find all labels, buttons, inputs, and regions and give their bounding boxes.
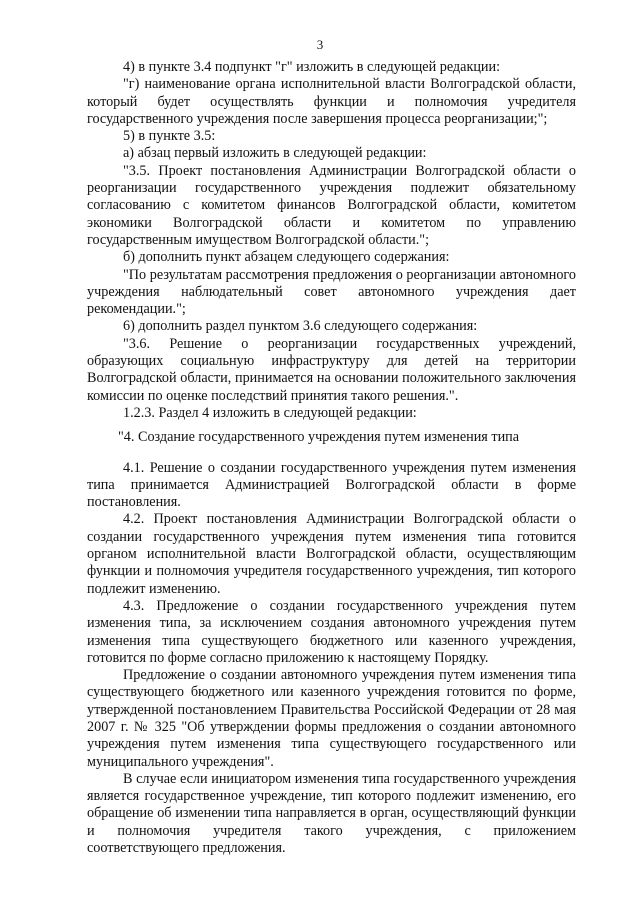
paragraph-clause-3-5: "3.5. Проект постановления Администрации Волгоградской области о реорганизации государственного учреждения подлежит обязательному согласованию с комитетом финансов Волгоградской области, комитетом экономики Волгоградской области и комитетом по управлению государственным имуществом Волгоградской области.";: [87, 162, 576, 248]
paragraph-subpoint-g: "г) наименование органа исполнительной власти Волгоградской области, который будет осуществлять функции и полномочия учредителя государственного учреждения после завершения процесса реорганизации;";: [87, 76, 576, 127]
paragraph-clause-3-6: "3.6. Решение о реорганизации государственных учреждений, образующих социальную инфраструктуру для детей на территории Волгоградской области, принимается на основании положительного заключения комиссии по оценке последствий принятия такого решения.".: [87, 335, 576, 404]
paragraph-recommendations: "По результатам рассмотрения предложения о реорганизации автономного учреждения наблюдательный совет автономного учреждения дает рекомендации.";: [87, 266, 576, 318]
paragraph-item-6: 6) дополнить раздел пунктом 3.6 следующего содержания:: [123, 318, 478, 335]
paragraph-item-4: 4) в пункте 3.4 подпункт "г" изложить в следующей редакции:: [123, 59, 501, 75]
paragraph-4-1: 4.1. Решение о создании государственного учреждения путем изменения типа принимается Администрацией Волгоградской области в форме постановления.: [87, 459, 576, 511]
page-number: 3: [316, 37, 324, 52]
paragraph-4-2: 4.2. Проект постановления Администрации Волгоградской области о создании государственного учреждения путем изменения типа готовится органом исполнительной власти Волгоградской области, осуществляющим функции и полномочия учредителя государственного учреждения, тип которого подлежит изменению.: [87, 511, 576, 597]
paragraph-autonomous-proposal: Предложение о создании автономного учреждения путем изменения типа существующего бюджетного или казенного учреждения готовится по форме, утвержденной постановлением Правительства Российской Федерации от 28 мая 2007 г. № 325 "Об утверждении формы предложения о создании автономного учреждения путем изменения типа существующего государственного или муниципального учреждения".: [87, 667, 576, 770]
paragraph-item-5a: а) абзац первый изложить в следующей редакции:: [123, 145, 427, 162]
paragraph-4-3: 4.3. Предложение о создании государственного учреждения путем изменения типа, за исключением создания автономного учреждения путем изменения типа существующего бюджетного или казенного учреждения, готовится по форме согласно приложению к настоящему Порядку.: [87, 597, 576, 666]
document-body: [87, 59, 576, 857]
paragraph-item-5b: б) дополнить пункт абзацем следующего содержания:: [123, 249, 450, 266]
paragraph-initiator: В случае если инициатором изменения типа государственного учреждения является государственное учреждение, тип которого подлежит изменению, его обращение об изменении типа направляется в орган, осуществляющий функции и полномочия учредителя такого учреждения, с приложением соответствующего предложения.: [87, 770, 576, 857]
paragraph-1-2-3: 1.2.3. Раздел 4 изложить в следующей редакции:: [123, 404, 417, 421]
paragraph-item-5: 5) в пункте 3.5:: [123, 128, 216, 145]
section-heading: "4. Создание государственного учреждения путем изменения типа: [118, 429, 520, 446]
